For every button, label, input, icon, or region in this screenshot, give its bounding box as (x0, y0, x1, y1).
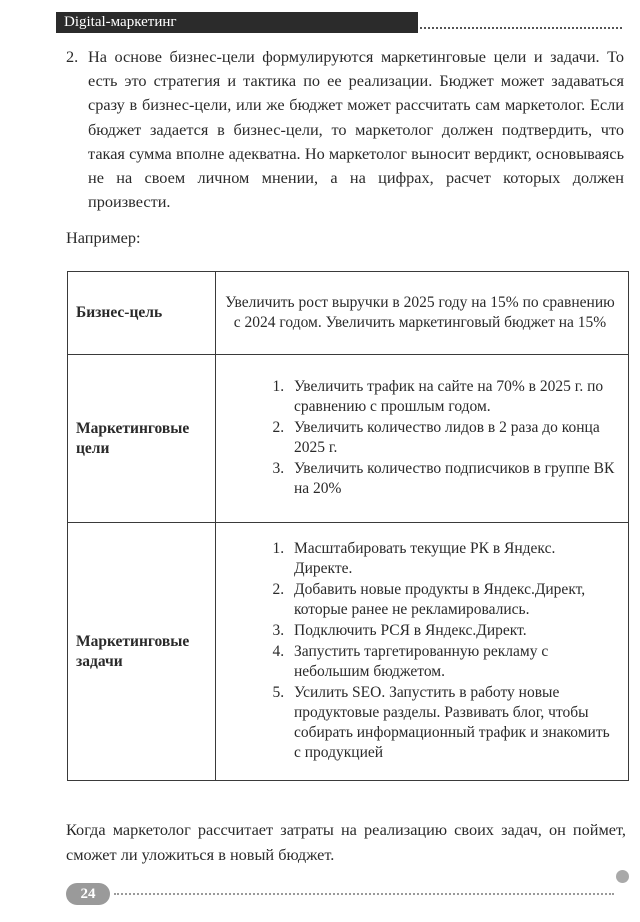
marketing-goals-label: Маркетинговые цели (68, 355, 216, 523)
numbered-paragraph (66, 45, 624, 214)
page-number: 24 (66, 883, 110, 905)
marketing-goals-list (224, 377, 616, 499)
table-row-marketing-tasks (68, 523, 629, 781)
list-item: 1. Увеличить трафик на сайте на 70% в 2025 г. по сравнению с прошлым годом. (288, 377, 616, 417)
footer-circle-ornament (616, 870, 629, 883)
paragraph-number: 2. (66, 47, 79, 66)
list-item: 3. Подключить РСЯ в Яндекс.Директ. (288, 621, 616, 641)
marketing-tasks-label: Маркетинговые задачи (68, 523, 216, 781)
marketing-goals-cell (216, 355, 629, 523)
closing-paragraph: Когда маркетолог рассчитает затраты на реализацию своих задач, он поймет, сможет ли уложиться в новый бюджет. (66, 820, 626, 864)
table-row-business-goal (68, 272, 629, 355)
header-title: Digital-маркетинг (64, 14, 177, 30)
list-item: 4. Запустить таргетированную рекламу с небольшим бюджетом. (288, 642, 616, 682)
list-item: 1. Масштабировать текущие РК в Яндекс. Директе. (288, 539, 616, 579)
goals-table (67, 271, 629, 781)
header-dotted-rule (420, 27, 622, 29)
marketing-tasks-cell (216, 523, 629, 781)
list-item: 5. Усилить SEO. Запустить в работу новые продуктовые разделы. Развивать блог, чтобы собирать информационный трафик и знакомить с продукцией (288, 683, 616, 763)
business-goal-text: Увеличить рост выручки в 2025 году на 15% по сравнению с 2024 годом. Увеличить маркетинговый бюджет на 15% (216, 272, 629, 355)
example-label: Например: (66, 228, 141, 247)
business-goal-label: Бизнес-цель (68, 272, 216, 355)
marketing-tasks-list (224, 539, 616, 763)
footer-dotted-rule (114, 893, 614, 895)
paragraph-text: На основе бизнес-цели формулируются маркетинговые цели и задачи. То есть это стратегия и тактика по ее реализации. Бюджет может задаваться сразу в бизнес-цели, или же бюджет может рассчитать сам маркетолог. Если бюджет задается в бизнес-цели, то маркетолог должен подтвердить, что такая сумма вполне адекватна. Но маркетолог выносит вердикт, основываясь не на своем личном мнении, а на цифрах, расчет которых должен произвести. (88, 47, 624, 212)
table-row-marketing-goals (68, 355, 629, 523)
running-header (56, 12, 418, 33)
list-item: 2. Добавить новые продукты в Яндекс.Директ, которые ранее не рекламировались. (288, 580, 616, 620)
list-item: 3. Увеличить количество подписчиков в группе ВК на 20% (288, 459, 616, 499)
list-item: 2. Увеличить количество лидов в 2 раза до конца 2025 г. (288, 418, 616, 458)
